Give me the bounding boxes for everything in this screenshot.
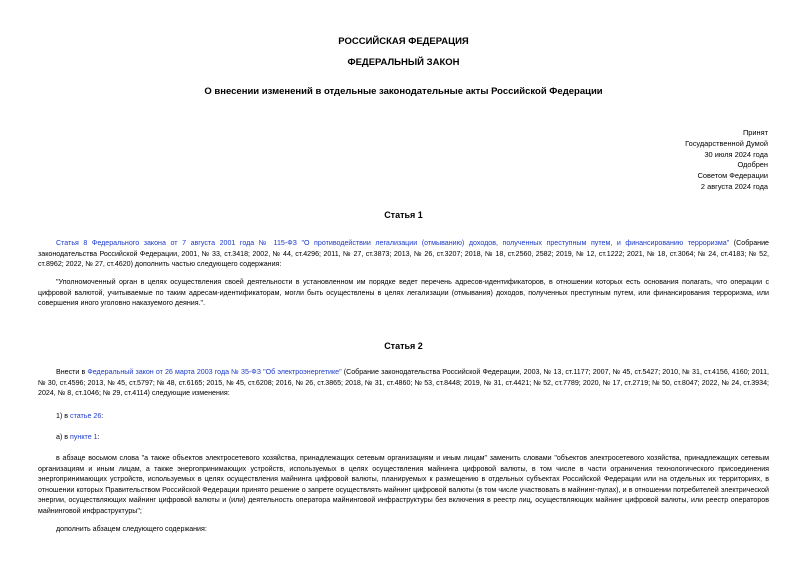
item-1-prefix: 1) в [56,412,71,420]
item-a-link[interactable]: пункте 1 [70,433,98,441]
item-a-prefix: а) в [56,433,71,441]
adopted-date: 30 июля 2024 года [704,149,768,159]
approved-date: 2 августа 2024 года [700,181,768,191]
article-1-heading: Статья 1 [384,210,423,220]
item-a [38,432,769,443]
article-1-rest: (Собрание законодательства Российской Федерации, 2001, № 33, ст.3418; 2002, № 44, ст.4296; 2011, № 27, ст.3873; 2013, № 26, ст.3207; 2018, № 18, ст.2560, 2582; 2019, № 12, ст.1222; 2021, № 18, ст.3064; № 24, ст.4183; № 52, ст.8962; 2022, № 27, ст.4620) дополнить частью следующего содержания: [38,239,769,269]
article-2-heading: Статья 2 [384,341,423,351]
adoption-block [685,128,768,193]
article-1-text [38,238,769,270]
item-1-suffix: : [101,412,104,420]
country-heading: РОССИЙСКАЯ ФЕДЕРАЦИЯ [338,36,469,47]
approved-by: Советом Федерации [697,171,768,181]
add-paragraph-line: дополнить абзацем следующего содержания: [56,525,207,533]
item-1-link[interactable]: статье 26 [70,412,102,420]
adopted-label: Принят [742,128,768,137]
article-1-link[interactable]: Статья 8 Федерального закона от 7 августа 2001 года № 115-ФЗ "О противодействии легализации (отмыванию) доходов, полученных преступным путем, и финансированию терроризма" [56,239,730,247]
item-a-suffix: : [97,433,100,441]
article-1-quote: "Уполномоченный орган в целях осуществления своей деятельности в установленном им порядке ведет перечень адресов-идентификаторов, в отношении которых есть основания полагать, что операции с цифровой валютой, учитываемые по таким адресам-идентификаторам, могли быть осуществлены в целях легализации (отмывания) доходов, полученных преступным путем, или финансирования терроризма, или совершения иного уголовно наказуемого деяния.". [38,278,769,308]
article-2-intro-rest: (Собрание законодательства Российской Федерации, 2003, № 13, ст.1177; 2007, № 45, ст.5427; 2010, № 31, ст.4156, 4160; 2011, № 30, ст.4596; 2013, № 45, ст.5797; № 48, ст.6165; 2015, № 45, ст.6208; 2016, № 26, ст.3865; 2018, № 31, ст.4860; № 53, ст.8448; 2019, № 31, ст.4421; № 52, ст.7789; 2020, № 17, ст.2719; № 50, ст.8047; 2022, № 24, ст.3934; 2024, № 8, ст.1046; № 29, ст.4114) следующие изменения: [38,368,769,398]
approved-label: Одобрен [737,160,768,170]
law-title: О внесении изменений в отдельные законодательные акты Российской Федерации [204,86,603,97]
paragraph-8-change: в абзаце восьмом слова "а также объектов электросетевого хозяйства, принадлежащих сетевым организациям и иным лицам" заменить словами "объектов электросетевого хозяйства, принадлежащих сетевым организациям и иным лицам, а также энергопринимающих устройств, используемых в целях осуществления майнинга цифровой валюты, в том числе в части ограничения технологического присоединения энергопринимающих устройств, используемых в целях осуществления майнинга цифровой валюты, планируемых к размещению в отдельных субъектах Российской Федерации или на отдельных их территориях, в отношении которых Правительством Российской Федерации принято решение о запрете осуществлять майнинг цифровой валюты (в том числе участвовать в майнинг-пулах), и в отношении потребителей электрической энергии, осуществляющих майнинг цифровой валюты и (или) деятельность оператора майнинговой инфраструктуры без включения в реестр лиц, осуществляющих майнинг цифровой валюты, или реестр операторов майнинговой инфраструктуры"; [38,454,769,515]
item-1 [38,411,769,422]
law-type-heading: ФЕДЕРАЛЬНЫЙ ЗАКОН [347,57,460,68]
adopted-by: Государственной Думой [685,138,768,148]
article-2-law-link[interactable]: Федеральный закон от 26 марта 2003 года № 35-ФЗ "Об электроэнергетике" [87,368,342,376]
article-2-intro-prefix: Внести в [56,368,88,376]
article-2-intro [38,367,769,399]
